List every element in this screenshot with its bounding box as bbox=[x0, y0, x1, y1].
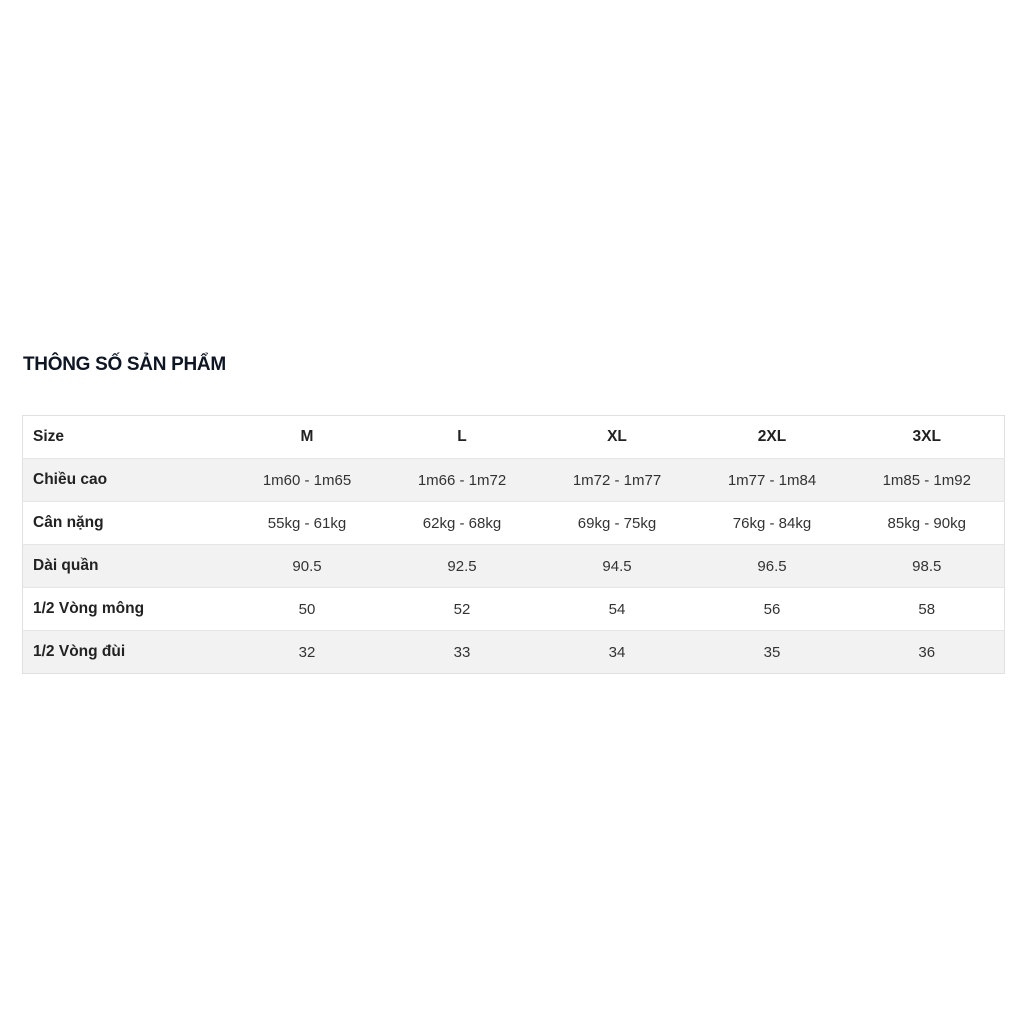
table-cell: 32 bbox=[230, 631, 385, 674]
row-label: 1/2 Vòng mông bbox=[23, 588, 230, 631]
size-header: 2XL bbox=[695, 416, 850, 459]
table-cell: 69kg - 75kg bbox=[540, 502, 695, 545]
row-label: Chiều cao bbox=[23, 459, 230, 502]
size-header: M bbox=[230, 416, 385, 459]
table-row bbox=[23, 588, 1005, 631]
table-cell: 90.5 bbox=[230, 545, 385, 588]
size-header: L bbox=[385, 416, 540, 459]
table-cell: 33 bbox=[385, 631, 540, 674]
header-label: Size bbox=[23, 416, 230, 459]
page-title: THÔNG SỐ SẢN PHẨM bbox=[23, 354, 226, 375]
table-cell: 62kg - 68kg bbox=[385, 502, 540, 545]
table-header-row bbox=[23, 416, 1005, 459]
table-cell: 1m72 - 1m77 bbox=[540, 459, 695, 502]
size-header: 3XL bbox=[850, 416, 1005, 459]
table-cell: 56 bbox=[695, 588, 850, 631]
size-chart-table bbox=[22, 415, 1005, 674]
table-row bbox=[23, 631, 1005, 674]
table-cell: 1m60 - 1m65 bbox=[230, 459, 385, 502]
table-cell: 76kg - 84kg bbox=[695, 502, 850, 545]
table-cell: 1m66 - 1m72 bbox=[385, 459, 540, 502]
table-cell: 96.5 bbox=[695, 545, 850, 588]
table-cell: 36 bbox=[850, 631, 1005, 674]
table-row bbox=[23, 545, 1005, 588]
table-cell: 1m85 - 1m92 bbox=[850, 459, 1005, 502]
table-row bbox=[23, 459, 1005, 502]
table-cell: 54 bbox=[540, 588, 695, 631]
table-cell: 92.5 bbox=[385, 545, 540, 588]
table-cell: 85kg - 90kg bbox=[850, 502, 1005, 545]
table-cell: 34 bbox=[540, 631, 695, 674]
row-label: Cân nặng bbox=[23, 502, 230, 545]
table-cell: 50 bbox=[230, 588, 385, 631]
table-cell: 55kg - 61kg bbox=[230, 502, 385, 545]
size-header: XL bbox=[540, 416, 695, 459]
table-cell: 94.5 bbox=[540, 545, 695, 588]
table-cell: 52 bbox=[385, 588, 540, 631]
table-row bbox=[23, 502, 1005, 545]
table-cell: 1m77 - 1m84 bbox=[695, 459, 850, 502]
table-cell: 35 bbox=[695, 631, 850, 674]
table-cell: 98.5 bbox=[850, 545, 1005, 588]
row-label: Dài quần bbox=[23, 545, 230, 588]
table-cell: 58 bbox=[850, 588, 1005, 631]
row-label: 1/2 Vòng đùi bbox=[23, 631, 230, 674]
